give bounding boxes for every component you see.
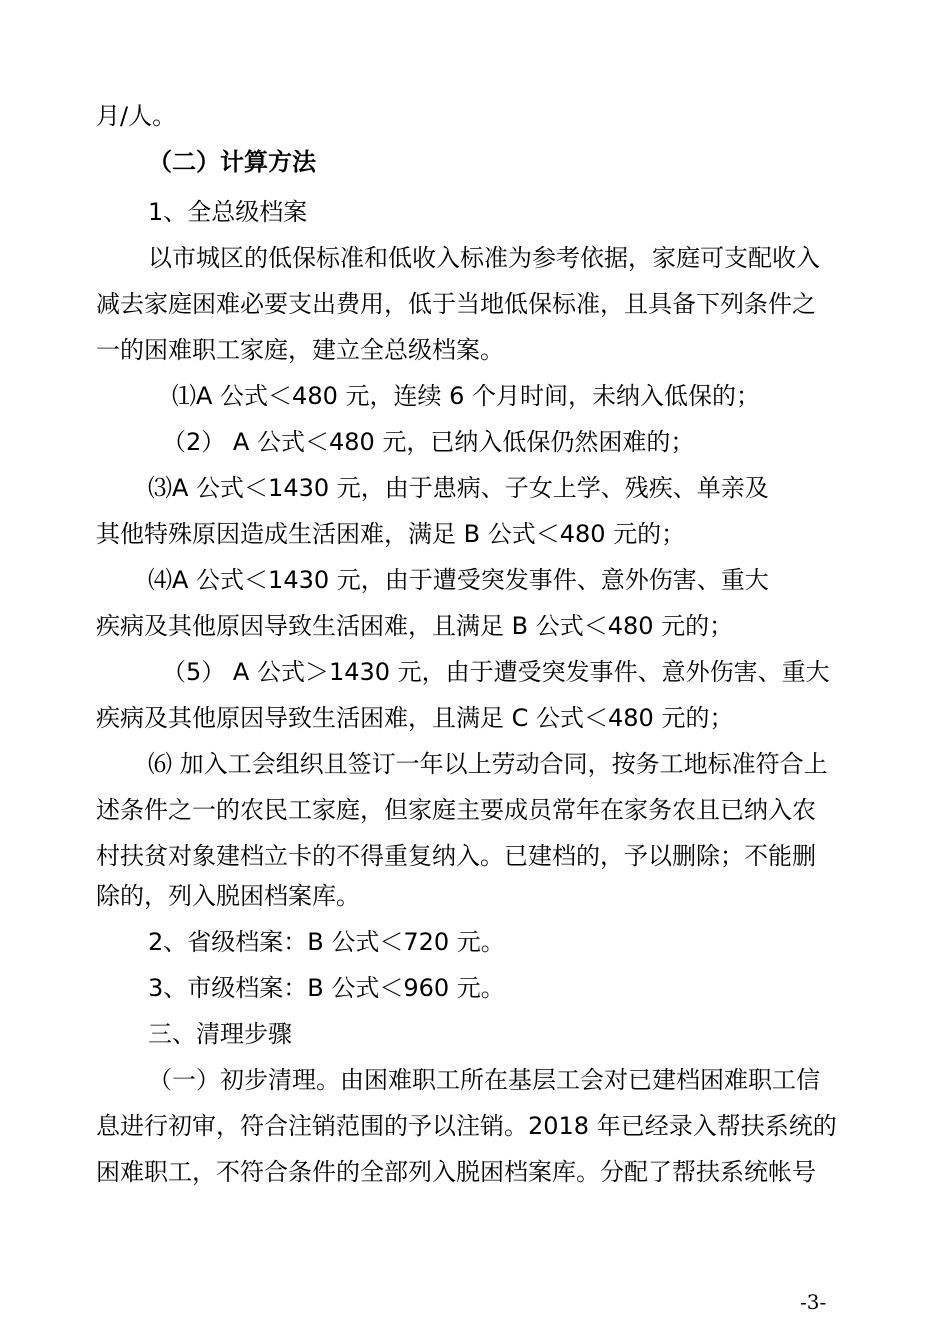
page-number: -3- — [800, 1290, 827, 1314]
subsection-heading: 3、市级档案：B 公式＜960 元。 — [148, 974, 505, 1002]
condition-item: ⑷A 公式＜1430 元，由于遭受突发事件、意外伤害、重大 — [148, 566, 769, 594]
body-text-line: 除的，列入脱困档案库。 — [96, 882, 360, 910]
body-text-line: （一）初步清理。由困难职工所在基层工会对已建档困难职工信 — [148, 1066, 820, 1094]
body-text-line: 减去家庭困难必要支出费用，低于当地低保标准，且具备下列条件之 — [96, 290, 816, 318]
condition-item: ⑴A 公式＜480 元，连续 6 个月时间，未纳入低保的； — [172, 382, 761, 410]
body-text-line: 一的困难职工家庭，建立全总级档案。 — [96, 336, 504, 364]
body-text-line: 以市城区的低保标准和低收入标准为参考依据，家庭可支配收入 — [148, 244, 820, 272]
condition-item: （2） A 公式＜480 元，已纳入低保仍然困难的； — [162, 428, 695, 456]
body-text-line: 疾病及其他原因导致生活困难，且满足 C 公式＜480 元的； — [96, 704, 734, 732]
body-text-line: 村扶贫对象建档立卡的不得重复纳入。已建档的，予以删除；不能删 — [96, 842, 816, 870]
body-text-line: 疾病及其他原因导致生活困难，且满足 B 公式＜480 元的； — [96, 612, 734, 640]
body-text-line: 息进行初审，符合注销范围的予以注销。2018 年已经录入帮扶系统的 — [96, 1112, 837, 1140]
body-text-line: 月/人。 — [96, 102, 177, 130]
condition-item: （5） A 公式＞1430 元，由于遭受突发事件、意外伤害、重大 — [162, 658, 830, 686]
condition-item: ⑹ 加入工会组织且签订一年以上劳动合同，按务工地标准符合上 — [148, 750, 828, 778]
section-heading: 三、清理步骤 — [148, 1020, 292, 1048]
subsection-heading: 2、省级档案：B 公式＜720 元。 — [148, 928, 505, 956]
body-text-line: 述条件之一的农民工家庭，但家庭主要成员常年在家务农且已纳入农 — [96, 796, 816, 824]
section-heading: （二）计算方法 — [148, 148, 316, 176]
condition-item: ⑶A 公式＜1430 元，由于患病、子女上学、残疾、单亲及 — [148, 474, 769, 502]
body-text-line: 困难职工，不符合条件的全部列入脱困档案库。分配了帮扶系统帐号 — [96, 1158, 816, 1186]
subsection-heading: 1、全总级档案 — [148, 198, 308, 226]
body-text-line: 其他特殊原因造成生活困难，满足 B 公式＜480 元的； — [96, 520, 686, 548]
